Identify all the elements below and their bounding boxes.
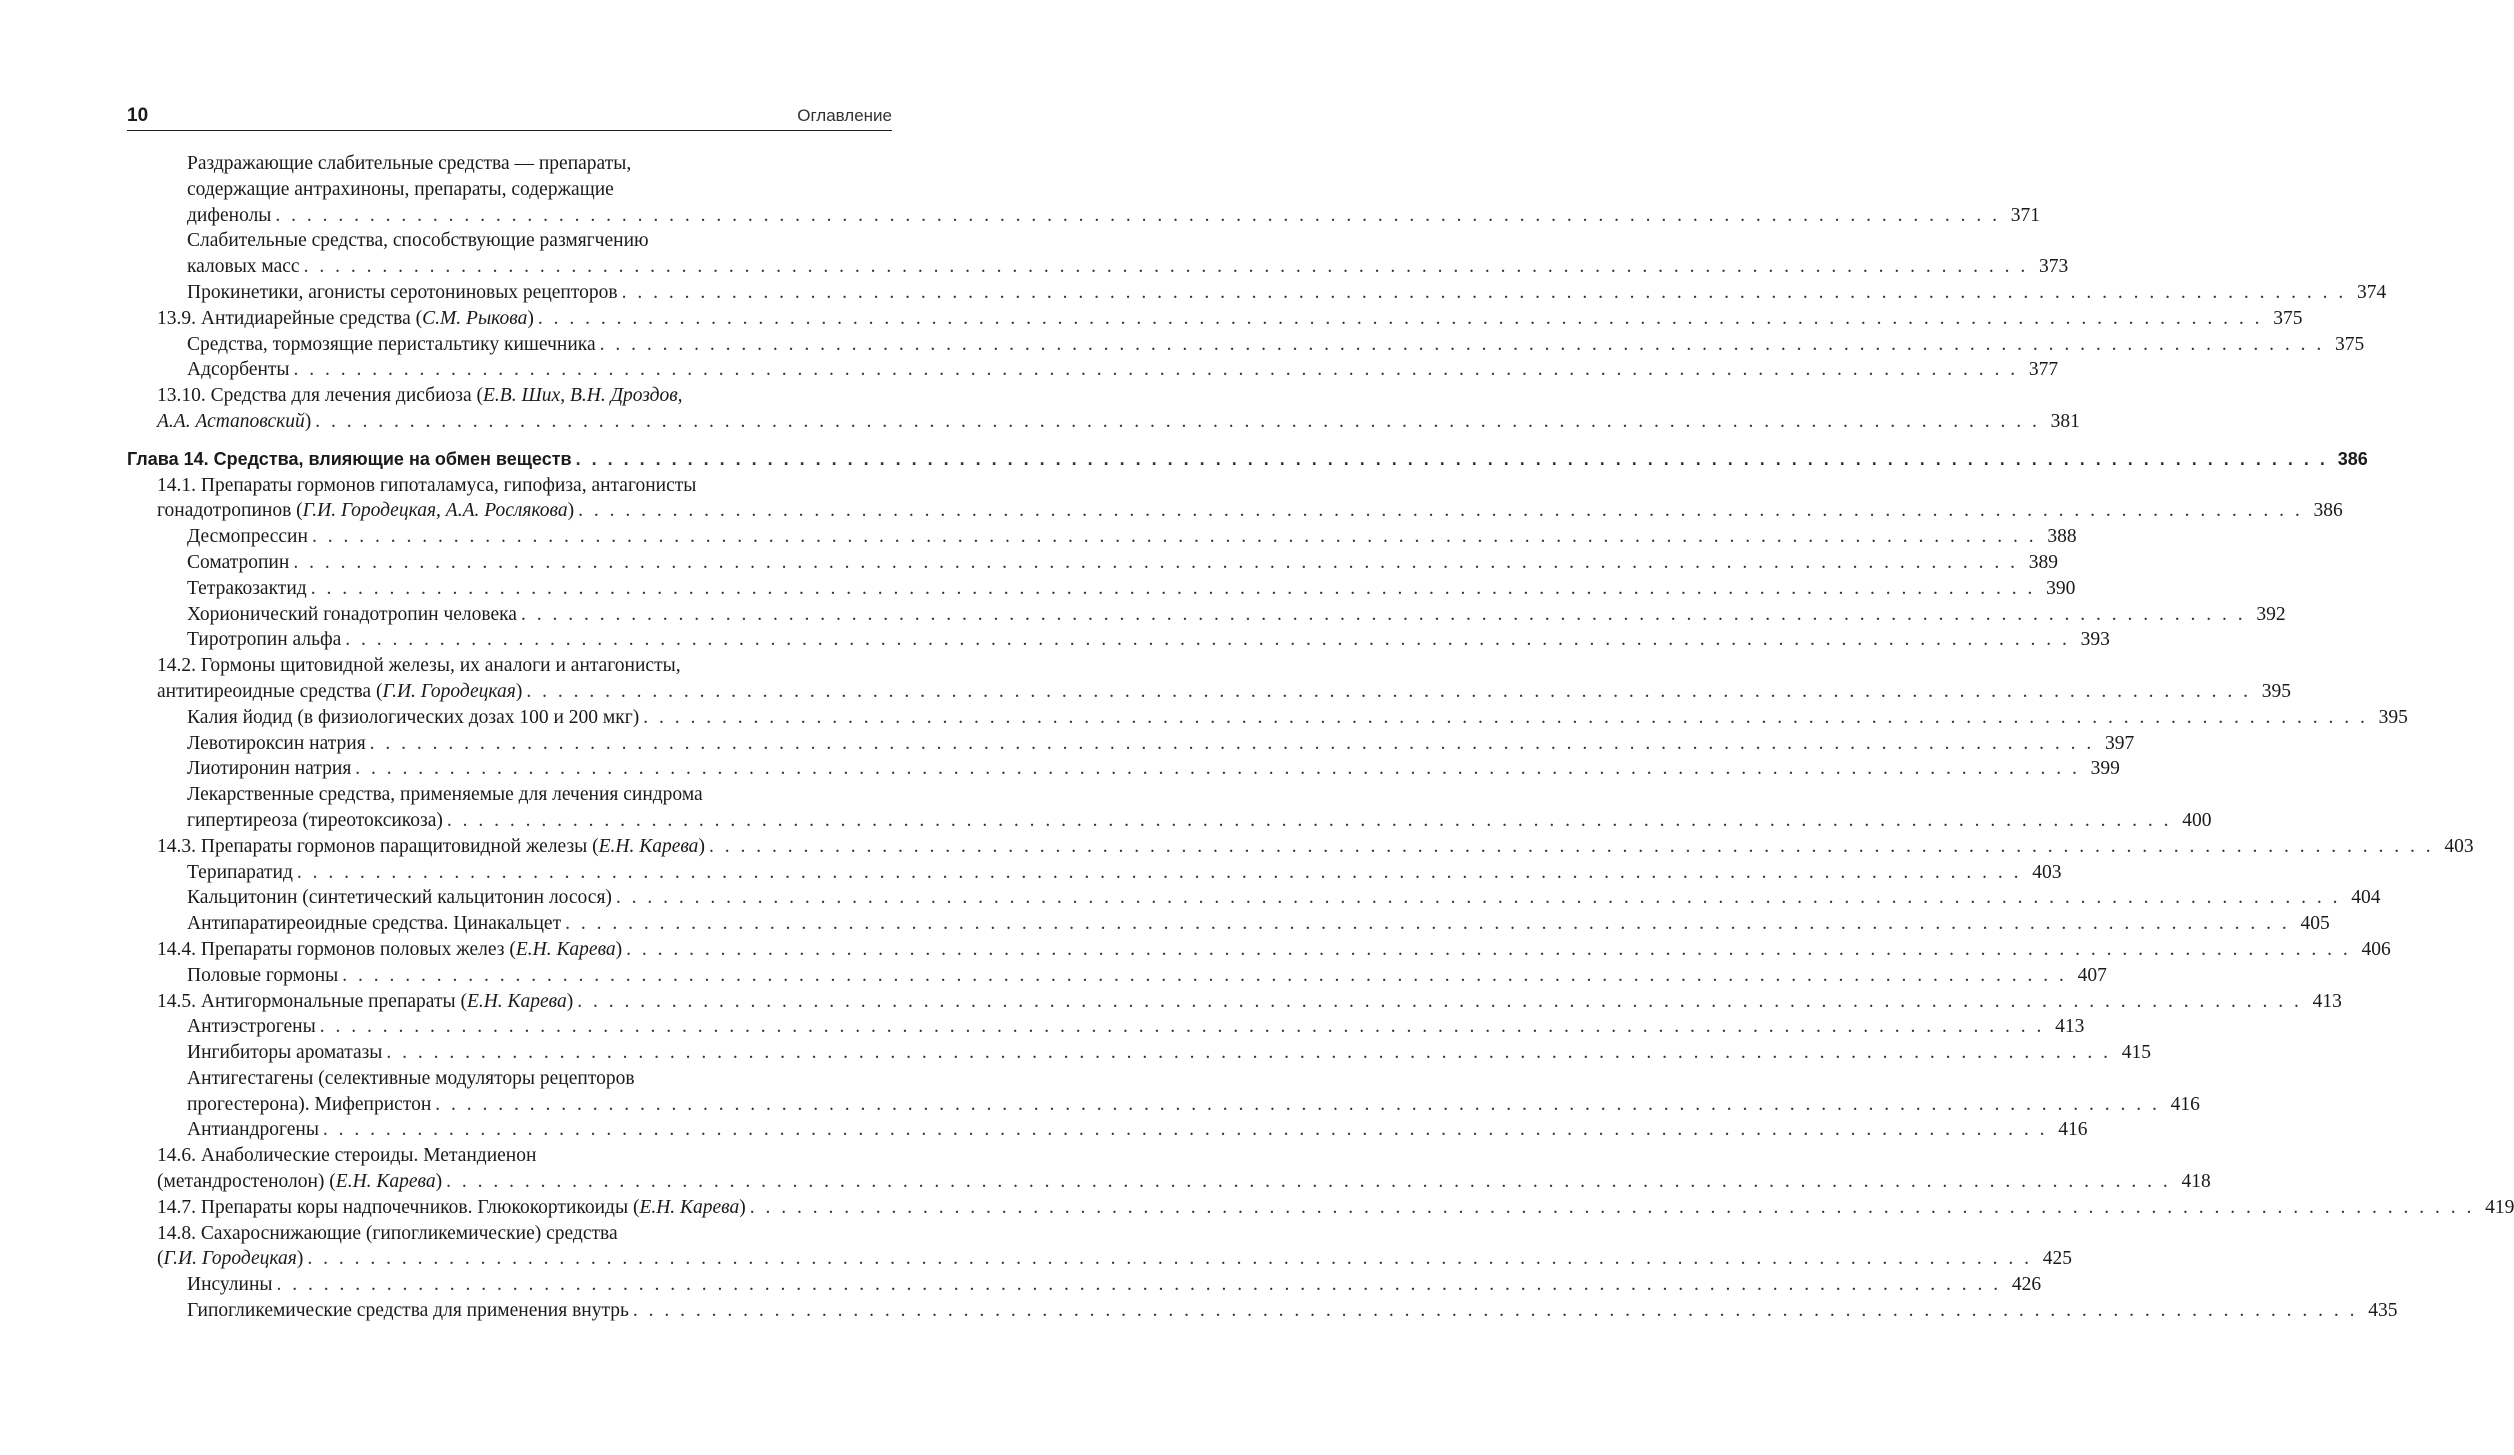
toc-page-number: 419 (2485, 1196, 2514, 1218)
toc-entry[interactable] (127, 357, 2059, 383)
toc-line (127, 306, 2303, 332)
toc-line-text: Слабительные средства, способствующие размягчению (187, 230, 649, 252)
toc-line-text: 14.3. Препараты гормонов паращитовидной железы (Е.Н. Карева) (157, 835, 705, 857)
toc-entry[interactable] (127, 228, 2069, 280)
toc-page-number: 386 (2313, 500, 2343, 522)
toc-line-text: Десмопрессин (187, 526, 308, 548)
toc-leader-dots (307, 1246, 2032, 1272)
toc-leader-dots (370, 731, 2095, 757)
toc-entry[interactable] (127, 550, 2058, 576)
toc-line (127, 1143, 892, 1169)
toc-page-number: 407 (2077, 964, 2107, 986)
toc-entry[interactable] (127, 1221, 2072, 1273)
toc-line-text: А.А. Астаповский) (157, 410, 312, 432)
toc-entry[interactable] (127, 280, 2387, 306)
toc-entry[interactable] (127, 1014, 2085, 1040)
toc-leader-dots (538, 306, 2263, 332)
toc-entry[interactable] (127, 963, 2107, 989)
toc-line-text: гипертиреоза (тиреотоксикоза) (187, 809, 443, 831)
toc-line-text: 14.5. Антигормональные препараты (Е.Н. Карева) (157, 990, 574, 1012)
toc-line-text: Половые гормоны (187, 964, 339, 986)
toc-leader-dots (565, 911, 2290, 937)
toc-line (127, 576, 2076, 602)
toc-line (127, 228, 892, 254)
toc-line (127, 473, 892, 499)
toc-line (127, 911, 2330, 937)
toc-line (127, 1040, 2152, 1066)
toc-page-number: 373 (2038, 256, 2069, 278)
toc-entry[interactable] (127, 885, 2381, 911)
toc-line (127, 177, 892, 203)
toc-page-number: 388 (2047, 526, 2077, 548)
toc-entry[interactable] (127, 834, 2474, 860)
toc-author: Е.Н. Карева (598, 835, 699, 857)
toc-line-text: Антиэстрогены (187, 1016, 316, 1038)
toc-leader-dots (626, 937, 2351, 963)
toc-entry[interactable] (127, 653, 2291, 705)
toc-leader-dots (311, 576, 2036, 602)
toc-page-number: 404 (2351, 887, 2381, 909)
toc-line (127, 357, 2059, 383)
toc-page-number: 415 (2121, 1042, 2152, 1064)
toc-entry[interactable] (127, 937, 2391, 963)
toc-leader-dots (315, 409, 2040, 435)
toc-page-number: 413 (2312, 990, 2342, 1012)
toc-line (127, 705, 2408, 731)
toc-line (127, 834, 2474, 860)
toc-line (127, 808, 2212, 834)
toc-line-text: Адсорбенты (187, 359, 290, 381)
toc-entry[interactable] (127, 1143, 2211, 1195)
toc-entry[interactable] (127, 473, 2343, 525)
toc-leader-dots (622, 280, 2347, 306)
toc-line-text: каловых масс (187, 256, 300, 278)
toc-line-text: Глава 14. Средства, влияющие на обмен веществ (127, 448, 572, 469)
toc-author: Е.В. Ших, В.Н. Дроздов, (483, 385, 683, 407)
toc-line-text: 13.9. Антидиарейные средства (С.М. Рыкова) (157, 307, 534, 329)
toc-entry[interactable] (127, 1272, 2042, 1298)
toc-page-number: 403 (2444, 835, 2474, 857)
toc-leader-dots (345, 627, 2070, 653)
toc-line-text: Раздражающие слабительные средства — препараты, (187, 153, 632, 174)
toc-leader-dots (750, 1195, 2475, 1221)
toc-line (127, 409, 2080, 435)
toc-leader-dots (320, 1014, 2045, 1040)
toc-entry[interactable] (127, 383, 2080, 435)
toc-page-number: 390 (2046, 577, 2076, 599)
toc-page-number: 400 (2182, 809, 2212, 831)
toc-line-text: 14.7. Препараты коры надпочечников. Глюкокортикоиды (Е.Н. Карева) (157, 1196, 746, 1218)
toc-line (127, 1246, 2072, 1272)
toc-entry[interactable] (127, 306, 2303, 332)
toc-leader-dots (616, 885, 2341, 911)
toc-line (127, 383, 892, 409)
toc-page-number: 435 (2368, 1300, 2398, 1322)
toc-author: Г.И. Городецкая, А.А. Рослякова (302, 500, 568, 522)
toc-entry[interactable] (127, 705, 2408, 731)
toc-leader-dots (435, 1092, 2160, 1118)
toc-author: Е.Н. Карева (335, 1171, 436, 1193)
toc-line-text: 14.8. Сахароснижающие (гипогликемические) средства (157, 1222, 618, 1244)
toc-entry[interactable] (127, 989, 2342, 1015)
toc-line-text: Лекарственные средства, применяемые для лечения синдрома (187, 784, 703, 806)
toc-line-text: (метандростенолон) (Е.Н. Карева) (157, 1171, 443, 1193)
toc-author: Е.Н. Карева (466, 990, 567, 1012)
toc-line-text: Левотироксин натрия (187, 732, 366, 754)
toc-line (127, 1092, 2200, 1118)
toc-line-text: Лиотиронин натрия (187, 758, 352, 780)
toc-line-text: Антипаратиреоидные средства. Цинакальцет (187, 913, 562, 935)
toc-leader-dots (386, 1040, 2111, 1066)
toc-page-number: 405 (2300, 913, 2330, 935)
toc-author: Е.Н. Карева (515, 938, 616, 960)
toc-line (127, 498, 2343, 524)
toc-line-text: Средства, тормозящие перистальтику кишечника (187, 333, 596, 355)
page-number: 10 (127, 105, 149, 126)
toc-line-text: Ингибиторы ароматазы (187, 1042, 383, 1064)
toc-page-number: 377 (2028, 359, 2059, 381)
toc-line-text: Кальцитонин (синтетический кальцитонин лосося) (187, 887, 612, 909)
toc-line-text: 14.2. Гормоны щитовидной железы, их аналоги и антагонисты, (157, 655, 681, 677)
toc-leader-dots (312, 524, 2037, 550)
toc-line (127, 860, 2062, 886)
toc-page-number: 403 (2032, 861, 2062, 883)
toc-line (127, 1298, 2398, 1324)
toc-entry[interactable] (127, 731, 2135, 757)
toc-line (127, 254, 2069, 280)
toc-line (127, 203, 2041, 229)
toc-line (127, 524, 2077, 550)
toc-line-text: 14.6. Анаболические стероиды. Метандиенон (157, 1145, 537, 1167)
toc-leader-dots (709, 834, 2434, 860)
toc-leader-dots (526, 679, 2251, 705)
toc-page-number: 395 (2378, 706, 2408, 728)
toc-line (127, 1066, 892, 1092)
toc-line-text: 14.4. Препараты гормонов половых желез (Е.Н. Карева) (157, 938, 623, 960)
toc-line (127, 782, 892, 808)
chapter-gap (127, 435, 892, 447)
toc-leader-dots (633, 1298, 2358, 1324)
toc-entry[interactable] (127, 1298, 2398, 1324)
toc-leader-dots (521, 602, 2246, 628)
toc-chapter[interactable] (127, 447, 2368, 473)
toc-leader-dots (293, 550, 2018, 576)
toc-line (127, 1014, 2085, 1040)
toc-leader-dots (576, 447, 2328, 473)
toc-line (127, 1169, 2211, 1195)
toc-line-text: Калия йодид (в физиологических дозах 100 и 200 мкг) (187, 706, 640, 728)
toc-page-number: 426 (2011, 1274, 2042, 1296)
toc-line-text: Терипаратид (187, 861, 293, 883)
toc-leader-dots (297, 860, 2022, 886)
toc-entry[interactable] (127, 756, 2120, 782)
toc-author: Г.И. Городецкая (163, 1248, 297, 1270)
toc-line-text: Антиандрогены (187, 1119, 319, 1141)
page-header (127, 102, 892, 131)
toc-page-number: 386 (2337, 448, 2368, 469)
toc-leader-dots (275, 203, 2000, 229)
toc-line (127, 332, 2365, 358)
toc-line-text: 13.10. Средства для лечения дисбиоза (Е.В. Ших, В.Н. Дроздов, (157, 385, 683, 407)
toc-entry[interactable] (127, 332, 2365, 358)
toc-leader-dots (600, 332, 2325, 358)
toc-line-text: 14.1. Препараты гормонов гипоталамуса, гипофиза, антагонисты (157, 474, 697, 496)
toc-line (127, 1117, 2088, 1143)
toc-line-text: Антигестагены (селективные модуляторы рецепторов (187, 1067, 635, 1089)
toc-page-number: 375 (2273, 307, 2303, 329)
toc-page-number: 406 (2361, 938, 2391, 960)
toc-leader-dots (355, 756, 2080, 782)
toc-author: Г.И. Городецкая (382, 680, 516, 702)
toc-line (127, 756, 2120, 782)
toc-page-number: 425 (2042, 1248, 2072, 1270)
toc-page-number: 374 (2356, 281, 2387, 303)
toc-line-text: Соматропин (187, 551, 290, 573)
toc-line (127, 679, 2291, 705)
toc-entry[interactable] (127, 524, 2077, 550)
toc-leader-dots (446, 1169, 2171, 1195)
toc-line (127, 280, 2387, 306)
toc-entry[interactable] (127, 1195, 2514, 1221)
toc-leader-dots (323, 1117, 2048, 1143)
toc-page-number: 389 (2028, 551, 2058, 573)
toc-line-text: Прокинетики, агонисты серотониновых рецепторов (187, 281, 618, 303)
toc-line-text: Инсулины (187, 1274, 273, 1296)
toc-line-text: Гипогликемические средства для применения внутрь (187, 1300, 629, 1322)
toc-page-number: 375 (2334, 333, 2365, 355)
toc-page-number: 395 (2261, 680, 2291, 702)
toc-line (127, 989, 2342, 1015)
toc-leader-dots (577, 989, 2302, 1015)
toc-line (127, 963, 2107, 989)
toc-page-number: 371 (2010, 204, 2041, 226)
toc-leader-dots (447, 808, 2172, 834)
toc-line (127, 447, 2368, 473)
toc-page-number: 416 (2058, 1119, 2088, 1141)
toc-author: Е.Н. Карева (639, 1196, 740, 1218)
toc-page-number: 416 (2170, 1093, 2200, 1115)
toc-entry[interactable] (127, 1117, 2088, 1143)
toc-author: А.А. Астаповский (157, 410, 305, 432)
toc-line-text: (Г.И. Городецкая) (157, 1248, 304, 1270)
toc-leader-dots (304, 254, 2029, 280)
toc-entry[interactable] (127, 151, 2041, 228)
toc-line-text: Тиротропин альфа (187, 629, 342, 651)
toc-line (127, 731, 2135, 757)
toc-entry[interactable] (127, 602, 2286, 628)
toc-line (127, 937, 2391, 963)
toc-leader-dots (578, 498, 2303, 524)
toc-line (127, 1221, 892, 1247)
toc-line (127, 885, 2381, 911)
toc-page-number: 418 (2181, 1171, 2211, 1193)
toc-leader-dots (643, 705, 2368, 731)
toc-leader-dots (277, 1272, 2002, 1298)
toc-line (127, 653, 892, 679)
toc-line (127, 1272, 2042, 1298)
toc-page-number: 381 (2050, 410, 2080, 432)
toc-line-text: гонадотропинов (Г.И. Городецкая, А.А. Рослякова) (157, 500, 575, 522)
toc-leader-dots (342, 963, 2067, 989)
toc-entry[interactable] (127, 1040, 2152, 1066)
toc-page-number: 413 (2055, 1016, 2085, 1038)
toc-page-number: 392 (2256, 603, 2286, 625)
toc-line (127, 627, 2110, 653)
toc-page-number: 399 (2090, 758, 2120, 780)
toc-leader-dots (294, 357, 2019, 383)
toc-entry[interactable] (127, 911, 2330, 937)
toc-page-number: 397 (2105, 732, 2135, 754)
toc-entry[interactable] (127, 627, 2110, 653)
toc-line-text: прогестерона). Мифепристон (187, 1093, 432, 1115)
toc-line-text: дифенолы (187, 204, 272, 226)
toc-entry[interactable] (127, 576, 2076, 602)
toc-line (127, 602, 2286, 628)
toc-line-text: Тетракозактид (187, 577, 307, 599)
toc-author: С.М. Рыкова (422, 307, 528, 329)
toc-line (127, 550, 2058, 576)
toc-entry[interactable] (127, 1066, 2200, 1118)
toc-line (127, 1195, 2514, 1221)
toc-entry[interactable] (127, 782, 2212, 834)
toc-line-text: антитиреоидные средства (Г.И. Городецкая) (157, 680, 523, 702)
toc-line-text: содержащие антрахиноны, препараты, содержащие (187, 178, 614, 200)
toc-entry[interactable] (127, 860, 2062, 886)
toc-line (127, 151, 892, 177)
toc-line-text: Хорионический гонадотропин человека (187, 603, 517, 625)
toc-page-number: 393 (2080, 629, 2110, 651)
table-of-contents (127, 151, 2514, 1324)
section-title: Оглавление (797, 106, 892, 125)
